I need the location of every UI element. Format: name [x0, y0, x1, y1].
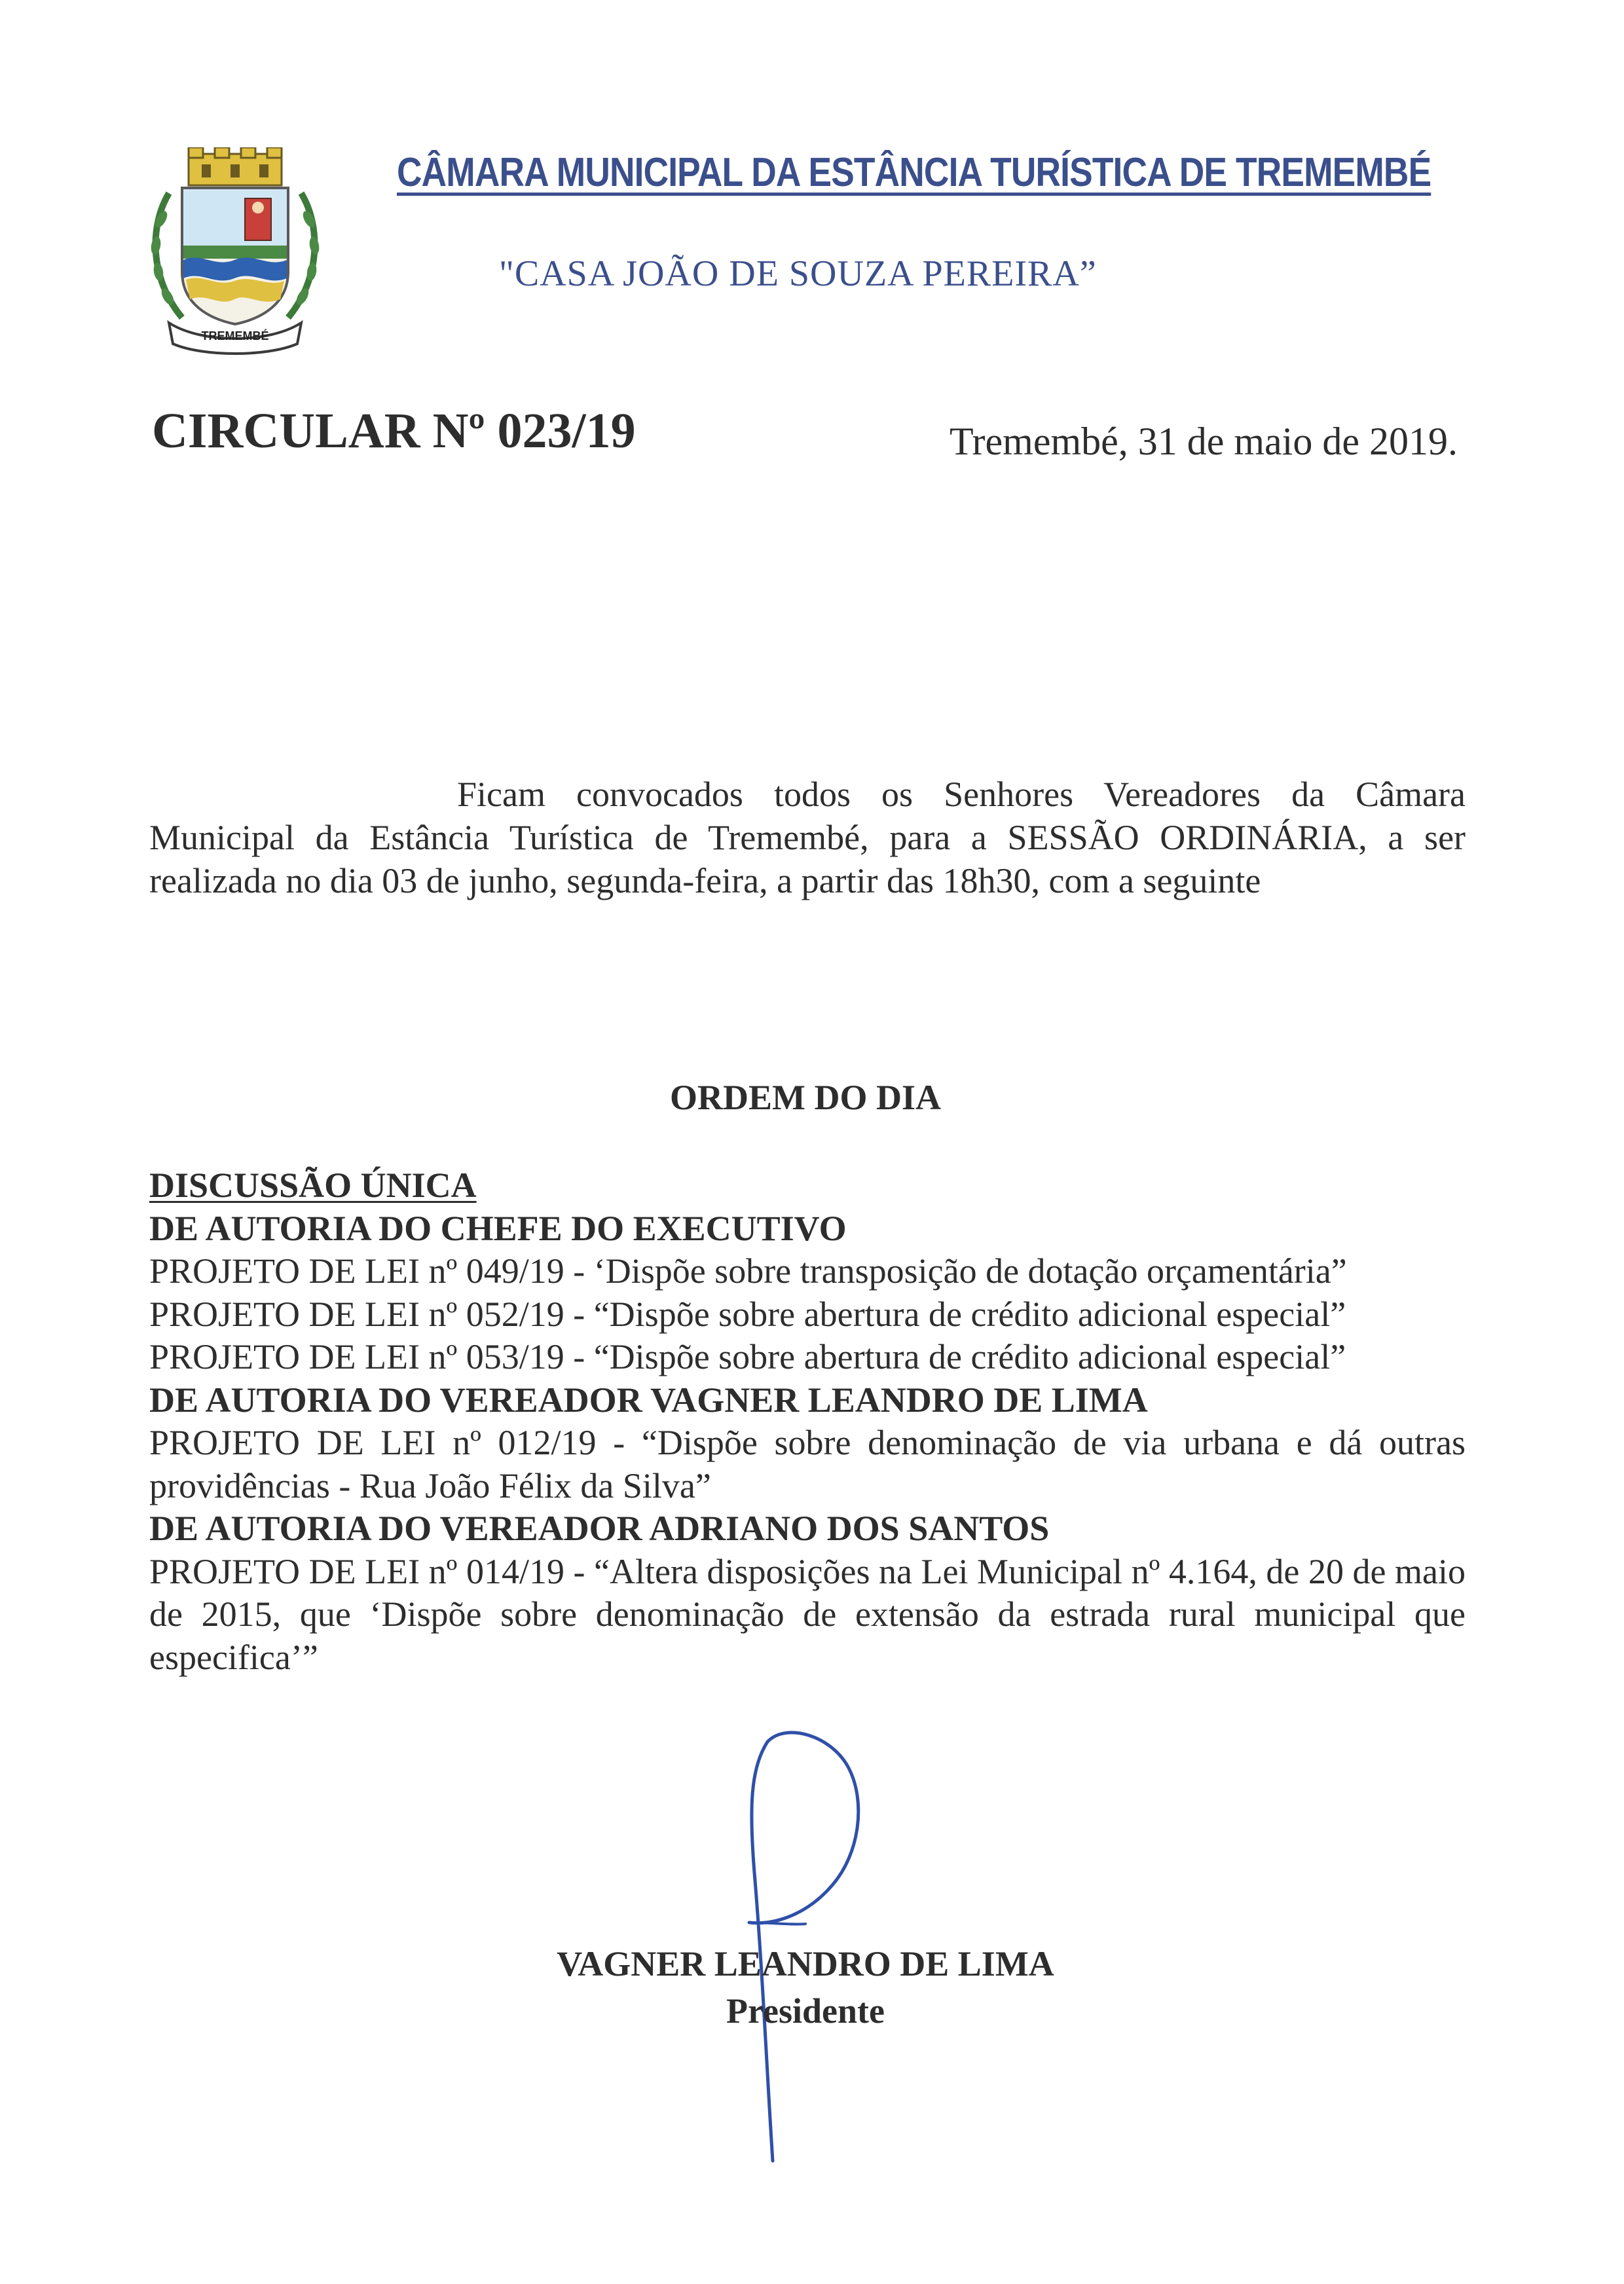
- agenda-item: PROJETO DE LEI nº 014/19 - “Altera disposições na Lei Municipal nº 4.164, de 20 de maio de 2015, que ‘Dispõe sobre denominação de extensão da estrada rural municipal que especifica’”: [149, 1551, 1466, 1677]
- municipal-crest: [143, 147, 327, 356]
- session-type: SESSÃO ORDINÁRIA: [1007, 818, 1359, 857]
- chamber-name: CÂMARA MUNICIPAL DA ESTÂNCIA TURÍSTICA DE TREMEMBÉ: [397, 150, 1431, 195]
- signer-name: VAGNER LEANDRO DE LIMA: [557, 1944, 1054, 1983]
- agenda-title: ORDEM DO DIA: [670, 1078, 941, 1117]
- agenda-item: PROJETO DE LEI nº 052/19 - “Dispõe sobre abertura de crédito adicional especial”: [149, 1294, 1346, 1334]
- section-heading-vagner: DE AUTORIA DO VEREADOR VAGNER LEANDRO DE LIMA: [149, 1380, 1148, 1420]
- discussion-heading: DISCUSSÃO ÚNICA: [149, 1166, 477, 1205]
- section-heading-adriano: DE AUTORIA DO VEREADOR ADRIANO DOS SANTOS: [149, 1509, 1050, 1548]
- circular-date: Tremembé, 31 de maio de 2019.: [950, 420, 1458, 463]
- convocation-text-part1: Ficam convocados todos os Senhores Vereadores da Câmara Municipal da Estância Turística de Tremembé, para a: [149, 775, 1466, 857]
- section-heading-executive: DE AUTORIA DO CHEFE DO EXECUTIVO: [149, 1208, 847, 1248]
- convocation-text-part2: , a ser realizada no dia 03 de junho, segunda-feira, a partir das 18h30, com a seguinte: [149, 818, 1466, 900]
- crest-icon: [143, 147, 327, 356]
- crest-ribbon-text: TREMEMBÉ: [201, 329, 269, 342]
- signer-role: Presidente: [726, 1991, 885, 2031]
- circular-number: CIRCULAR Nº 023/19: [152, 403, 636, 458]
- agenda-list: [149, 1164, 1466, 1679]
- agenda-item: PROJETO DE LEI nº 049/19 - ‘Dispõe sobre transposição de dotação orçamentária”: [149, 1251, 1347, 1291]
- convocation-paragraph: [149, 773, 1466, 902]
- agenda-item: PROJETO DE LEI nº 053/19 - “Dispõe sobre abertura de crédito adicional especial”: [149, 1337, 1346, 1376]
- house-name: "CASA JOÃO DE SOUZA PEREIRA”: [499, 253, 1097, 294]
- agenda-item: PROJETO DE LEI nº 012/19 - “Dispõe sobre denominação de via urbana e dá outras providências - Rua João Félix da Silva”: [149, 1423, 1466, 1505]
